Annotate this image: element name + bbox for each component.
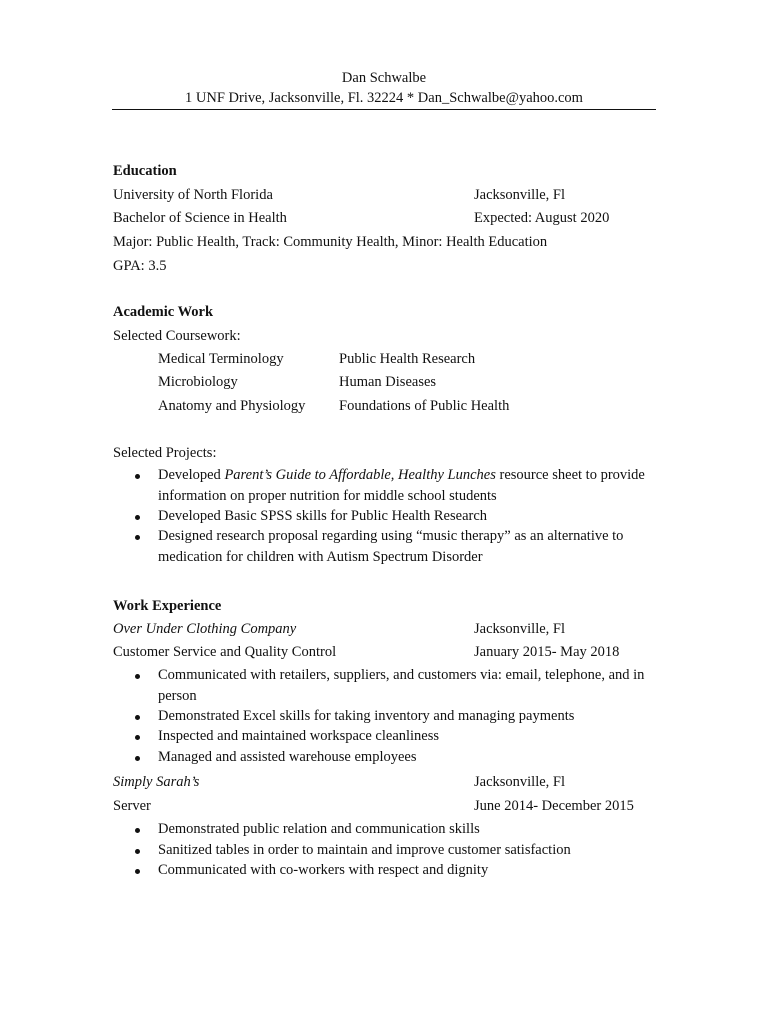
contact-line: 1 UNF Drive, Jacksonville, Fl. 32224 * Dan_Schwalbe@yahoo.com	[185, 90, 583, 106]
job-bullet: Sanitized tables in order to maintain and improve customer satisfaction	[158, 842, 571, 858]
gpa: GPA: 3.5	[113, 258, 167, 274]
job-dates: June 2014- December 2015	[474, 798, 634, 814]
work-heading: Work Experience	[113, 598, 222, 614]
header-divider	[112, 109, 656, 110]
job-title: Server	[113, 798, 151, 814]
bullet-dot	[135, 828, 140, 833]
project-item: Developed Basic SPSS skills for Public Health Research	[158, 508, 488, 524]
course-item: Foundations of Public Health	[339, 398, 510, 414]
bullet-dot	[135, 474, 140, 479]
bullet-dot	[135, 515, 140, 520]
bullet-dot	[135, 674, 140, 679]
bullet-dot	[135, 535, 140, 540]
resume-name: Dan Schwalbe	[341, 70, 427, 86]
bullet-dot	[135, 849, 140, 854]
job-bullet: Managed and assisted warehouse employees	[158, 749, 417, 765]
job-bullet: Demonstrated public relation and communication skills	[158, 821, 480, 837]
course-item: Public Health Research	[339, 351, 476, 367]
course-item: Human Diseases	[339, 374, 437, 390]
job-bullet: Inspected and maintained workspace cleanliness	[158, 728, 440, 744]
course-item: Medical Terminology	[158, 351, 284, 367]
school-name: University of North Florida	[113, 187, 273, 203]
bullet-dot	[135, 869, 140, 874]
academic-heading: Academic Work	[113, 304, 214, 320]
bullet-dot	[135, 715, 140, 720]
expected-date: Expected: August 2020	[474, 210, 610, 226]
bullet-dot	[135, 735, 140, 740]
job-bullet: Communicated with retailers, suppliers, and customers via: email, telephone, and in person	[158, 667, 645, 704]
job-location: Jacksonville, Fl	[474, 621, 566, 637]
course-item: Anatomy and Physiology	[158, 398, 306, 414]
project-item: Designed research proposal regarding using “music therapy” as an alternative to medication for children with Autism Spectrum Disorder	[158, 528, 624, 565]
job-location: Jacksonville, Fl	[474, 774, 566, 790]
major-line: Major: Public Health, Track: Community Health, Minor: Health Education	[113, 234, 548, 250]
job-title: Customer Service and Quality Control	[113, 644, 337, 660]
education-heading: Education	[113, 163, 177, 179]
course-item: Microbiology	[158, 374, 238, 390]
job-company: Simply Sarah’s	[113, 774, 200, 790]
coursework-label: Selected Coursework:	[113, 328, 241, 344]
job-bullet: Communicated with co-workers with respect and dignity	[158, 862, 489, 878]
job-bullet: Demonstrated Excel skills for taking inventory and managing payments	[158, 708, 575, 724]
projects-label: Selected Projects:	[113, 445, 217, 461]
bullet-dot	[135, 756, 140, 761]
job-dates: January 2015- May 2018	[474, 644, 620, 660]
project-item: Developed Parent’s Guide to Affordable, Healthy Lunches resource sheet to provide information on proper nutrition for middle school students	[158, 467, 645, 504]
school-location: Jacksonville, Fl	[474, 187, 566, 203]
job-company: Over Under Clothing Company	[113, 621, 297, 637]
degree: Bachelor of Science in Health	[113, 210, 287, 226]
